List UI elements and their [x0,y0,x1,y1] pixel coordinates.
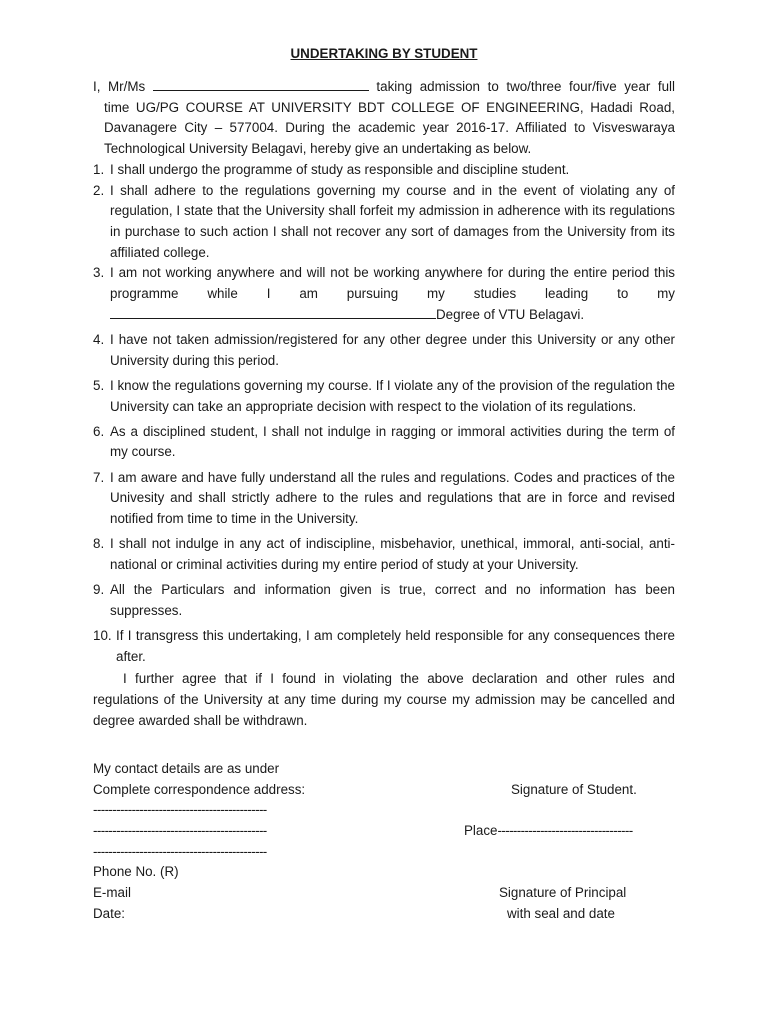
list-item [93,580,675,621]
list-item [93,422,675,463]
principal-signature: Signature of Principal [499,885,627,901]
item-text: I shall adhere to the regulations governing my course and in the event of violating any of regulation, I state that the University shall forfeit my admission in adherence with its regulations in purchase to such action I shall not recover any sort of damages from the University from its affiliated college. [110,182,675,260]
item-number: 4. [93,331,105,347]
address-dashes: --------------------------------------------- [93,843,267,859]
date-label: Date: [93,905,126,921]
intro-after-blank: taking admission to two/three four/five year full [376,79,675,94]
list-item [93,376,675,417]
item-number: 6. [93,423,105,439]
email-label: E-mail [93,885,131,901]
item-text: All the Particulars and information given is true, correct and no information has been suppresses. [110,582,675,618]
item-text: I am not working anywhere and will not be working anywhere for during the entire period this programme while I am pursuing my studies leading to my [110,265,675,302]
item-text: As a disciplined student, I shall not indulge in ragging or immoral activities during the term of my course. [110,423,675,460]
item-number: 10. [93,628,112,644]
list-item [93,263,675,325]
contact-section [93,759,675,925]
item-number: 9. [93,582,105,598]
further-agreement: I further agree that if I found in violating the above declaration and other rules and regulations of the University at any time during my course my admission may be cancelled and degree awarded shall be withdrawn. [93,671,675,728]
intro-paragraph [93,77,675,160]
contact-heading: My contact details are as under [93,761,280,776]
document-title: UNDERTAKING BY STUDENT [290,46,478,61]
document-body [93,77,675,732]
list-item [93,160,675,181]
intro-prefix: I, Mr/Ms [93,79,146,94]
item-number: 3. [93,265,105,281]
address-dashes: --------------------------------------------- [93,823,267,839]
list-item [93,181,675,264]
intro-first-line [93,77,675,98]
name-blank [153,77,369,91]
item-suffix: Degree of VTU Belagavi. [436,306,585,322]
item-number: 5. [93,377,105,393]
phone-row [93,862,675,883]
degree-blank [110,305,436,319]
principal-seal-note: with seal and date [507,905,615,921]
address-line-2 [93,821,675,842]
contact-heading-row [93,759,675,780]
place-label: Place [464,823,498,839]
list-item [93,534,675,575]
item-number: 1. [93,161,105,177]
item-number: 7. [93,469,105,485]
item-text: I shall not indulge in any act of indiscipline, misbehavior, unethical, immoral, anti-social, anti-national or criminal activities during my entire period of study at your University. [110,536,675,572]
place-field [464,821,633,842]
list-item [93,468,675,530]
item-text: I am aware and have fully understand all the rules and regulations. Codes and practices of the Univesity and shall strictly adhere to the rules and regulations that are in force and revised notified from time to time in the University. [110,469,675,527]
phone-label: Phone No. (R) [93,864,179,880]
item-text: I have not taken admission/registered for any other degree under this University or any other University during this period. [110,331,675,368]
address-dashes: --------------------------------------------- [93,802,267,818]
address-row [93,780,675,801]
date-row [93,904,675,925]
list-item [93,626,675,667]
intro-rest: time UG/PG COURSE AT UNIVERSITY BDT COLLEGE OF ENGINEERING, Hadadi Road, Davanagere City – 577004. During the academic year 2016-17. Affiliated to Visveswaraya Technological University Belagavi, hereby give an undertaking as below. [104,99,675,157]
item-text: If I transgress this undertaking, I am completely held responsible for any consequences there after. [116,628,675,664]
item-number: 8. [93,536,105,552]
address-line-3 [93,842,675,863]
undertaking-list [93,160,675,668]
item-number: 2. [93,182,105,198]
item-text: I shall undergo the programme of study as responsible and discipline student. [110,161,570,177]
place-dashes: ----------------------------------- [497,823,633,839]
address-line-1 [93,800,675,821]
email-row [93,883,675,904]
list-item [93,330,675,371]
address-label: Complete correspondence address: [93,781,306,797]
student-signature: Signature of Student. [511,781,637,797]
item-text: I know the regulations governing my course. If I violate any of the provision of the regulation the University can take an appropriate decision with respect to the violation of its regulations. [110,377,675,414]
